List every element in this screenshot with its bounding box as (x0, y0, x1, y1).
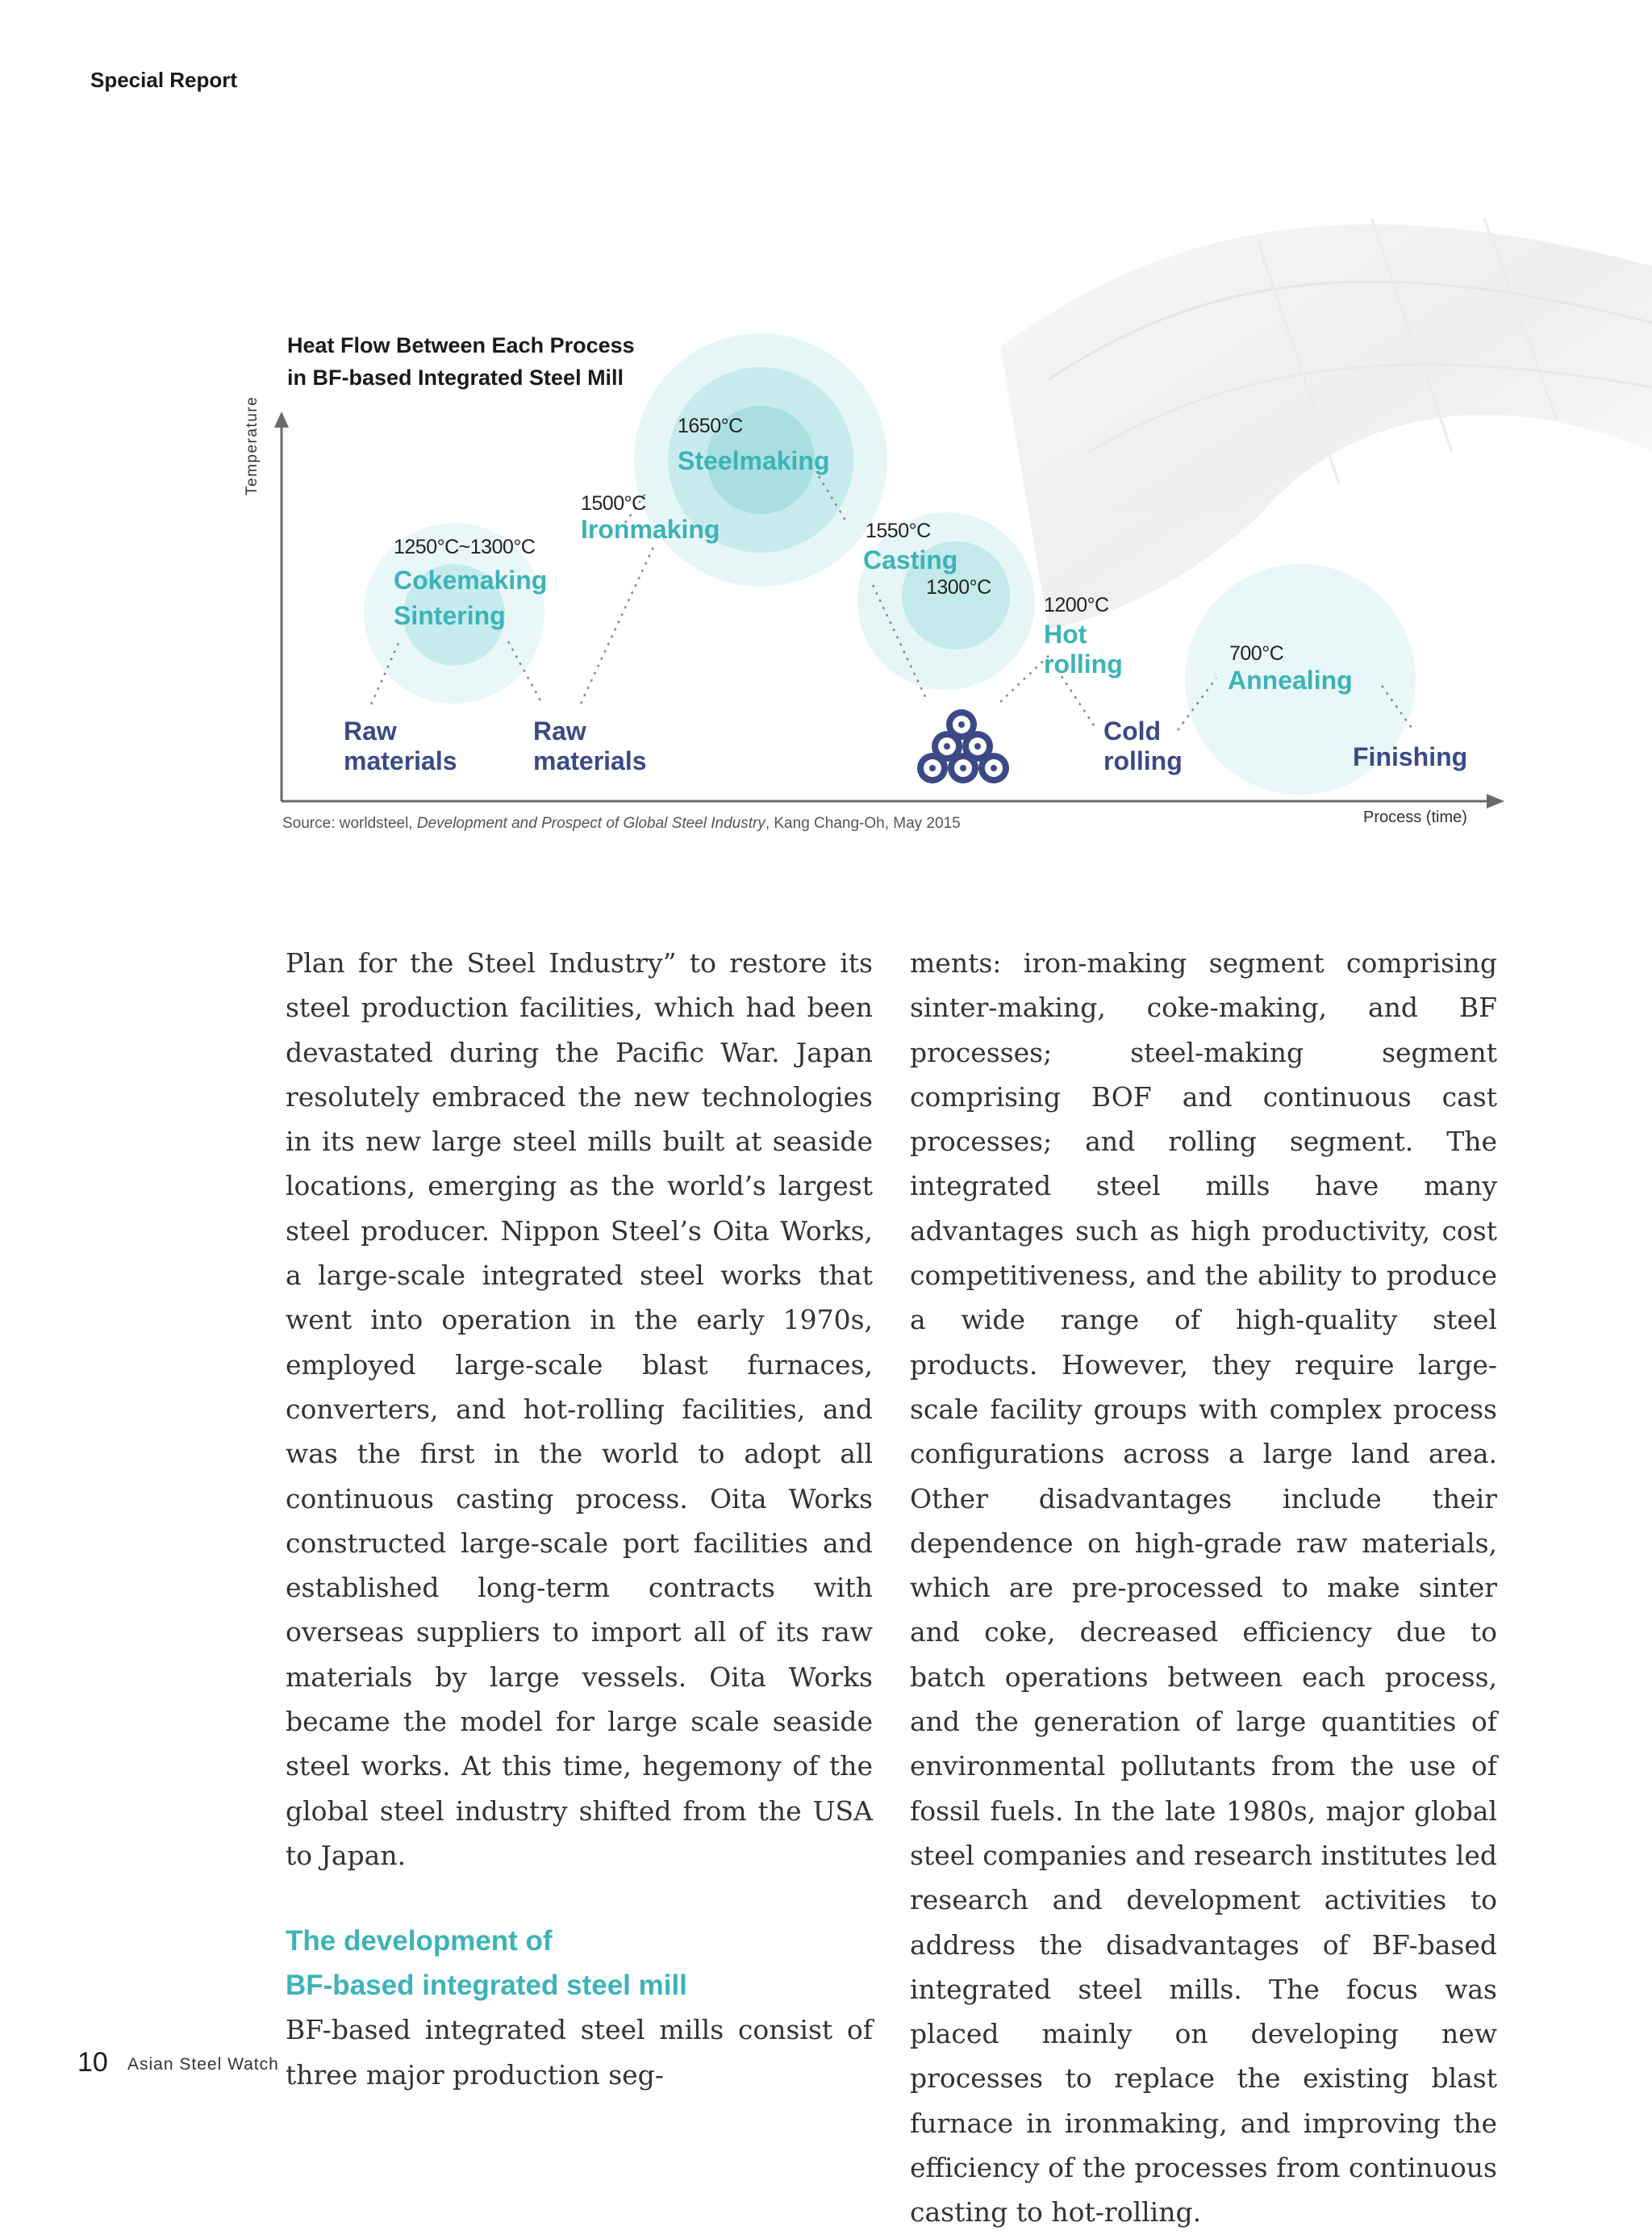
raw1-line2: materials (344, 746, 457, 775)
y-axis-label: Temperature (244, 395, 261, 495)
steelmaking-label: Steelmaking (678, 446, 830, 475)
subhead-line2: BF-based integrated steel mill (286, 1970, 687, 2002)
source-title: Development and Prospect of Global Steel Industry (416, 815, 766, 832)
finishing: Finishing (1353, 742, 1468, 771)
source-suffix: , Kang Chang-Oh, May 2015 (765, 815, 961, 832)
annealing-label: Annealing (1228, 666, 1353, 695)
steel-temp: 1650°C (678, 415, 743, 437)
figure-title-line2: in BF-based Integrated Steel Mill (287, 366, 624, 390)
heat-flow-diagram (0, 0, 1652, 888)
raw-materials-1 (344, 716, 457, 776)
section-header: Special Report (90, 68, 238, 92)
cold-rolling (1103, 716, 1183, 776)
cold-line2: rolling (1103, 746, 1183, 775)
iron-temp: 1500°C (581, 492, 646, 515)
article-paragraph-2-start: BF-based integrated steel mills consist of three major production seg- (286, 2014, 873, 2091)
hot-label-line1: Hot (1044, 620, 1087, 649)
page-number: 10 (77, 2047, 108, 2078)
raw-materials-2 (533, 716, 647, 776)
cast-temp: 1550°C (866, 520, 931, 542)
cast-temp-2: 1300°C (926, 576, 991, 599)
article-paragraph-2-continued: ments: iron-making segment comprising sinter-making, coke-making, and BF processes; steel-making segment comprising BOF and continuous cast processes; and rolling segment. The integrated steel mills have many advantages such as high productivity, cost competitiveness, and the ability to produce a wide range of high-quality steel products. However, they require large-scale facility groups with complex process configurations across a large land area. Other disadvantages include their dependence on high-grade raw materials, which are pre-processed to make sinter and coke, decreased efficiency due to batch operations between each process, and the generation of large quantities of environmental pollutants from the use of fossil fuels. In the late 1980s, major global steel companies and research institutes led research and development activities to address the disadvantages of BF-based integrated steel mills. The focus was placed mainly on developing new processes to replace the existing blast furnace in ironmaking, and improving the efficiency of the processes from continuous casting to hot-rolling. (910, 947, 1497, 2229)
ironmaking-label: Ironmaking (581, 515, 720, 544)
hot-label-line2: rolling (1044, 650, 1123, 679)
figure-title (287, 329, 635, 394)
x-axis-arrow (1487, 794, 1504, 808)
coke-temp: 1250°C~1300°C (394, 536, 536, 558)
article-paragraph-1: Plan for the Steel Industry” to restore its steel production facilities, which had been devastated during the Pacific War. Japan resolutely embraced the new technologies in its new large steel mills built at seaside locations, emerging as the world’s largest steel producer. Nippon Steel’s Oita Works, a large-scale integrated steel works that went into operation in the early 1970s, employed large-scale blast furnaces, converters, and hot-rolling facilities, and was the first in the world to adopt all continuous casting process. Oita Works constructed large-scale port facilities and established long-term contracts with overseas suppliers to import all of its raw materials by large vessels. Oita Works became the model for large scale seaside steel works. At this time, hegemony of the global steel industry shifted from the USA to Japan. (286, 947, 873, 1871)
article-column-left (286, 941, 873, 2097)
cold-line1: Cold (1103, 716, 1162, 746)
casting-label: Casting (863, 545, 958, 574)
hot-temp: 1200°C (1044, 594, 1109, 616)
subhead-line1: The development of (286, 1925, 553, 1957)
source-prefix: Source: worldsteel, (282, 815, 417, 832)
hot-rolling-label (1044, 620, 1123, 679)
anneal-temp: 700°C (1229, 642, 1284, 665)
publication-name: Asian Steel Watch (127, 2055, 279, 2074)
cokemaking-label: Cokemaking (394, 566, 548, 595)
figure-title-line1: Heat Flow Between Each Process (287, 333, 635, 357)
figure-source (282, 815, 961, 833)
raw2-line1: Raw (533, 716, 586, 746)
section-subhead (286, 1919, 873, 2007)
x-axis-label: Process (time) (1363, 808, 1467, 826)
coil-stack-icon (917, 709, 1009, 783)
raw1-line1: Raw (344, 716, 397, 746)
raw2-line2: materials (533, 746, 647, 775)
y-axis-arrow (274, 411, 289, 428)
sintering-label: Sintering (394, 601, 506, 630)
article-column-right (910, 941, 1497, 2235)
